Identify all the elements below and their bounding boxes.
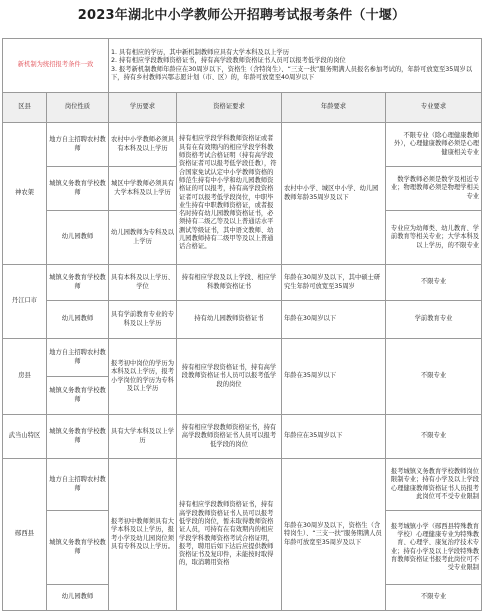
rule-2: 2. 持有相应学段教师资格证书，持有高学段教师资格证书人员可以报考低学段的岗位: [111, 57, 346, 65]
position-cell: 城镇义务教育学校教师: [47, 511, 109, 585]
certificate-cell: 持有幼儿园教师资格证书: [177, 301, 282, 339]
page-title: 2023年湖北中小学教师公开招聘考试报考条件（十堰）: [77, 8, 406, 23]
education-cell: 农村中小学教师必须具有本科及以上学历: [109, 123, 177, 167]
education-cell: 具有大学本科及以上学历: [109, 415, 177, 459]
table-row: [3, 265, 482, 301]
header-age: 年龄要求: [282, 93, 386, 123]
education-cell: 城区中学教师必须具有大学本科及以上学历: [109, 167, 177, 211]
major-cell: 报考城镇小学（郧西县特殊教育学校）心理健康专业为特殊教育、心理学、康复治疗技术专业；持有小学及以上学段特殊教育教师资格证书报考此岗位可不受专业限制: [386, 511, 482, 585]
position-cell: 城镇义务教育学校教师: [47, 415, 109, 459]
certificate-cell: 持有相应学段学科教师资格证或者具有在有效期内的相应学段学科教师资格考试合格证明（持有高学段资格证者可以报考低学段任教），符合国家免试认定中小学教师资格的师范生持有中小学和幼儿园教师资格证的可以报考，持有高学段资格证者可以报考低学段岗位，中职毕业生持有中职教师资格证，或者报名时持有幼儿园教师资格证书，必须持有二级乙等及以上普通话水平测试等级证书，其中语文教师、幼儿园教师持有二级甲等及以上普通话合格证。: [177, 123, 282, 265]
header-major: 专业要求: [386, 93, 482, 123]
position-cell: 城镇义务教育学校教师: [47, 377, 109, 415]
major-cell: 学前教育专业: [386, 301, 482, 339]
major-cell: 报考城镇义务教育学校教师岗位限制专业；持有小学及以上学段心理健康教师资格证书人员报考此岗位可不受专业限制: [386, 459, 482, 511]
table-row: [3, 459, 482, 511]
notes-rules: [109, 39, 482, 93]
notes-label: 新机制为统招报考条件一致: [3, 39, 109, 93]
county-fangxian: 房县: [3, 339, 47, 415]
header-position: 岗位性质: [47, 93, 109, 123]
table-row: [3, 339, 482, 377]
position-cell: 地方自主招聘农村教师: [47, 123, 109, 167]
education-cell: 报考初中教师须具有大学本科及以上学历，报考小学及幼儿园岗位须具有专科及以上学历。: [109, 459, 177, 611]
header-education: 学历要求: [109, 93, 177, 123]
education-cell: 报考初中岗位的学历为本科及以上学历，报考小学岗位的学历为专科及以上学历: [109, 339, 177, 415]
major-cell: 不限专业: [386, 585, 482, 611]
requirements-table: [2, 38, 482, 611]
certificate-cell: 持有相应学段资格证书，持有高学段教师资格证书人员可以报考低学段的岗位: [177, 339, 282, 415]
age-cell: 农村中小学、城区中小学、幼儿园教师年龄35周岁及以下: [282, 123, 386, 265]
header-certificate: 资格证要求: [177, 93, 282, 123]
position-cell: 幼儿园教师: [47, 211, 109, 265]
education-cell: 幼儿园教师为专科及以上学历: [109, 211, 177, 265]
major-cell: 数学教师必须是数学及相近专业；物理教师必须是物理学相关专业: [386, 167, 482, 211]
rule-1: 1. 具有相应的学历，其中新机制教师应具有大学本科及以上学历: [111, 48, 290, 56]
position-cell: 城镇义务教育学校教师: [47, 167, 109, 211]
position-cell: 地方自主招聘农村教师: [47, 339, 109, 377]
notes-row: [3, 39, 482, 93]
county-wudangshan: 武当山特区: [3, 415, 47, 459]
table-row: [3, 415, 482, 459]
education-cell: 具有本科及以上学历、学位: [109, 265, 177, 301]
certificate-cell: 持有相应学段教师资格证书，持有高学段教师资格证书人员可以报考低学段的岗位: [177, 415, 282, 459]
major-cell: 不限专业: [386, 415, 482, 459]
position-cell: 幼儿园教师: [47, 585, 109, 611]
age-cell: 年龄在30周岁以下: [282, 301, 386, 339]
county-danjiangkou: 丹江口市: [3, 265, 47, 339]
major-cell: 不限专业（除心理健康教师外），心理健康教师必须是心理健康相关专业: [386, 123, 482, 167]
table-row: [3, 301, 482, 339]
certificate-cell: 持有相应学段教师资格证书，持有高学段教师资格证书人员可以报考低学段的岗位，暂未取得教师资格证人员，可持有在有效期内的相应学段学科教师资格考试合格证明，报考，聘用后如下达后应提供教师资格证书及复印件，未能按时取得的，取消聘用资格: [177, 459, 282, 611]
position-cell: 地方自主招聘农村教师: [47, 459, 109, 511]
age-cell: 年龄在35周岁以下: [282, 339, 386, 415]
major-cell: 专业应为幼师类、幼儿教育、学前教育等相关专业；大学本科及以上学历，的不限专业: [386, 211, 482, 265]
major-cell: 不限专业: [386, 265, 482, 301]
table-row: [3, 123, 482, 167]
rule-3: 3. 报考新机制教师年龄应在30周岁以下，资格生（含特岗生）、“三支一扶”服务期满人员报名参加考试的，年龄可放宽至35周岁以下，持有乡村教师兴鄂志愿计划（市、区）的，年龄可放宽至40周岁以下: [111, 65, 473, 81]
age-cell: 年龄应在35周岁以下: [282, 415, 386, 459]
position-cell: 城镇义务教育学校教师: [47, 265, 109, 301]
certificate-cell: 持有相应学段及以上学段、相应学科教师资格证书: [177, 265, 282, 301]
table-header-row: [3, 93, 482, 123]
education-cell: 具有学前教育专业的专科及以上学历: [109, 301, 177, 339]
age-cell: 年龄在30周岁及以下，其中硕士研究生年龄可放宽至35周岁: [282, 265, 386, 301]
position-cell: 幼儿园教师: [47, 301, 109, 339]
major-cell: 不限专业: [386, 339, 482, 415]
county-yunxi: 郧西县: [3, 459, 47, 611]
age-cell: 年龄在30周岁及以下，资格生（含特岗生）、“三支一扶”服务期满人员年龄可放宽至35周岁及以下: [282, 459, 386, 611]
header-district: 区县: [3, 93, 47, 123]
county-shennongjia: 神农架: [3, 123, 47, 265]
